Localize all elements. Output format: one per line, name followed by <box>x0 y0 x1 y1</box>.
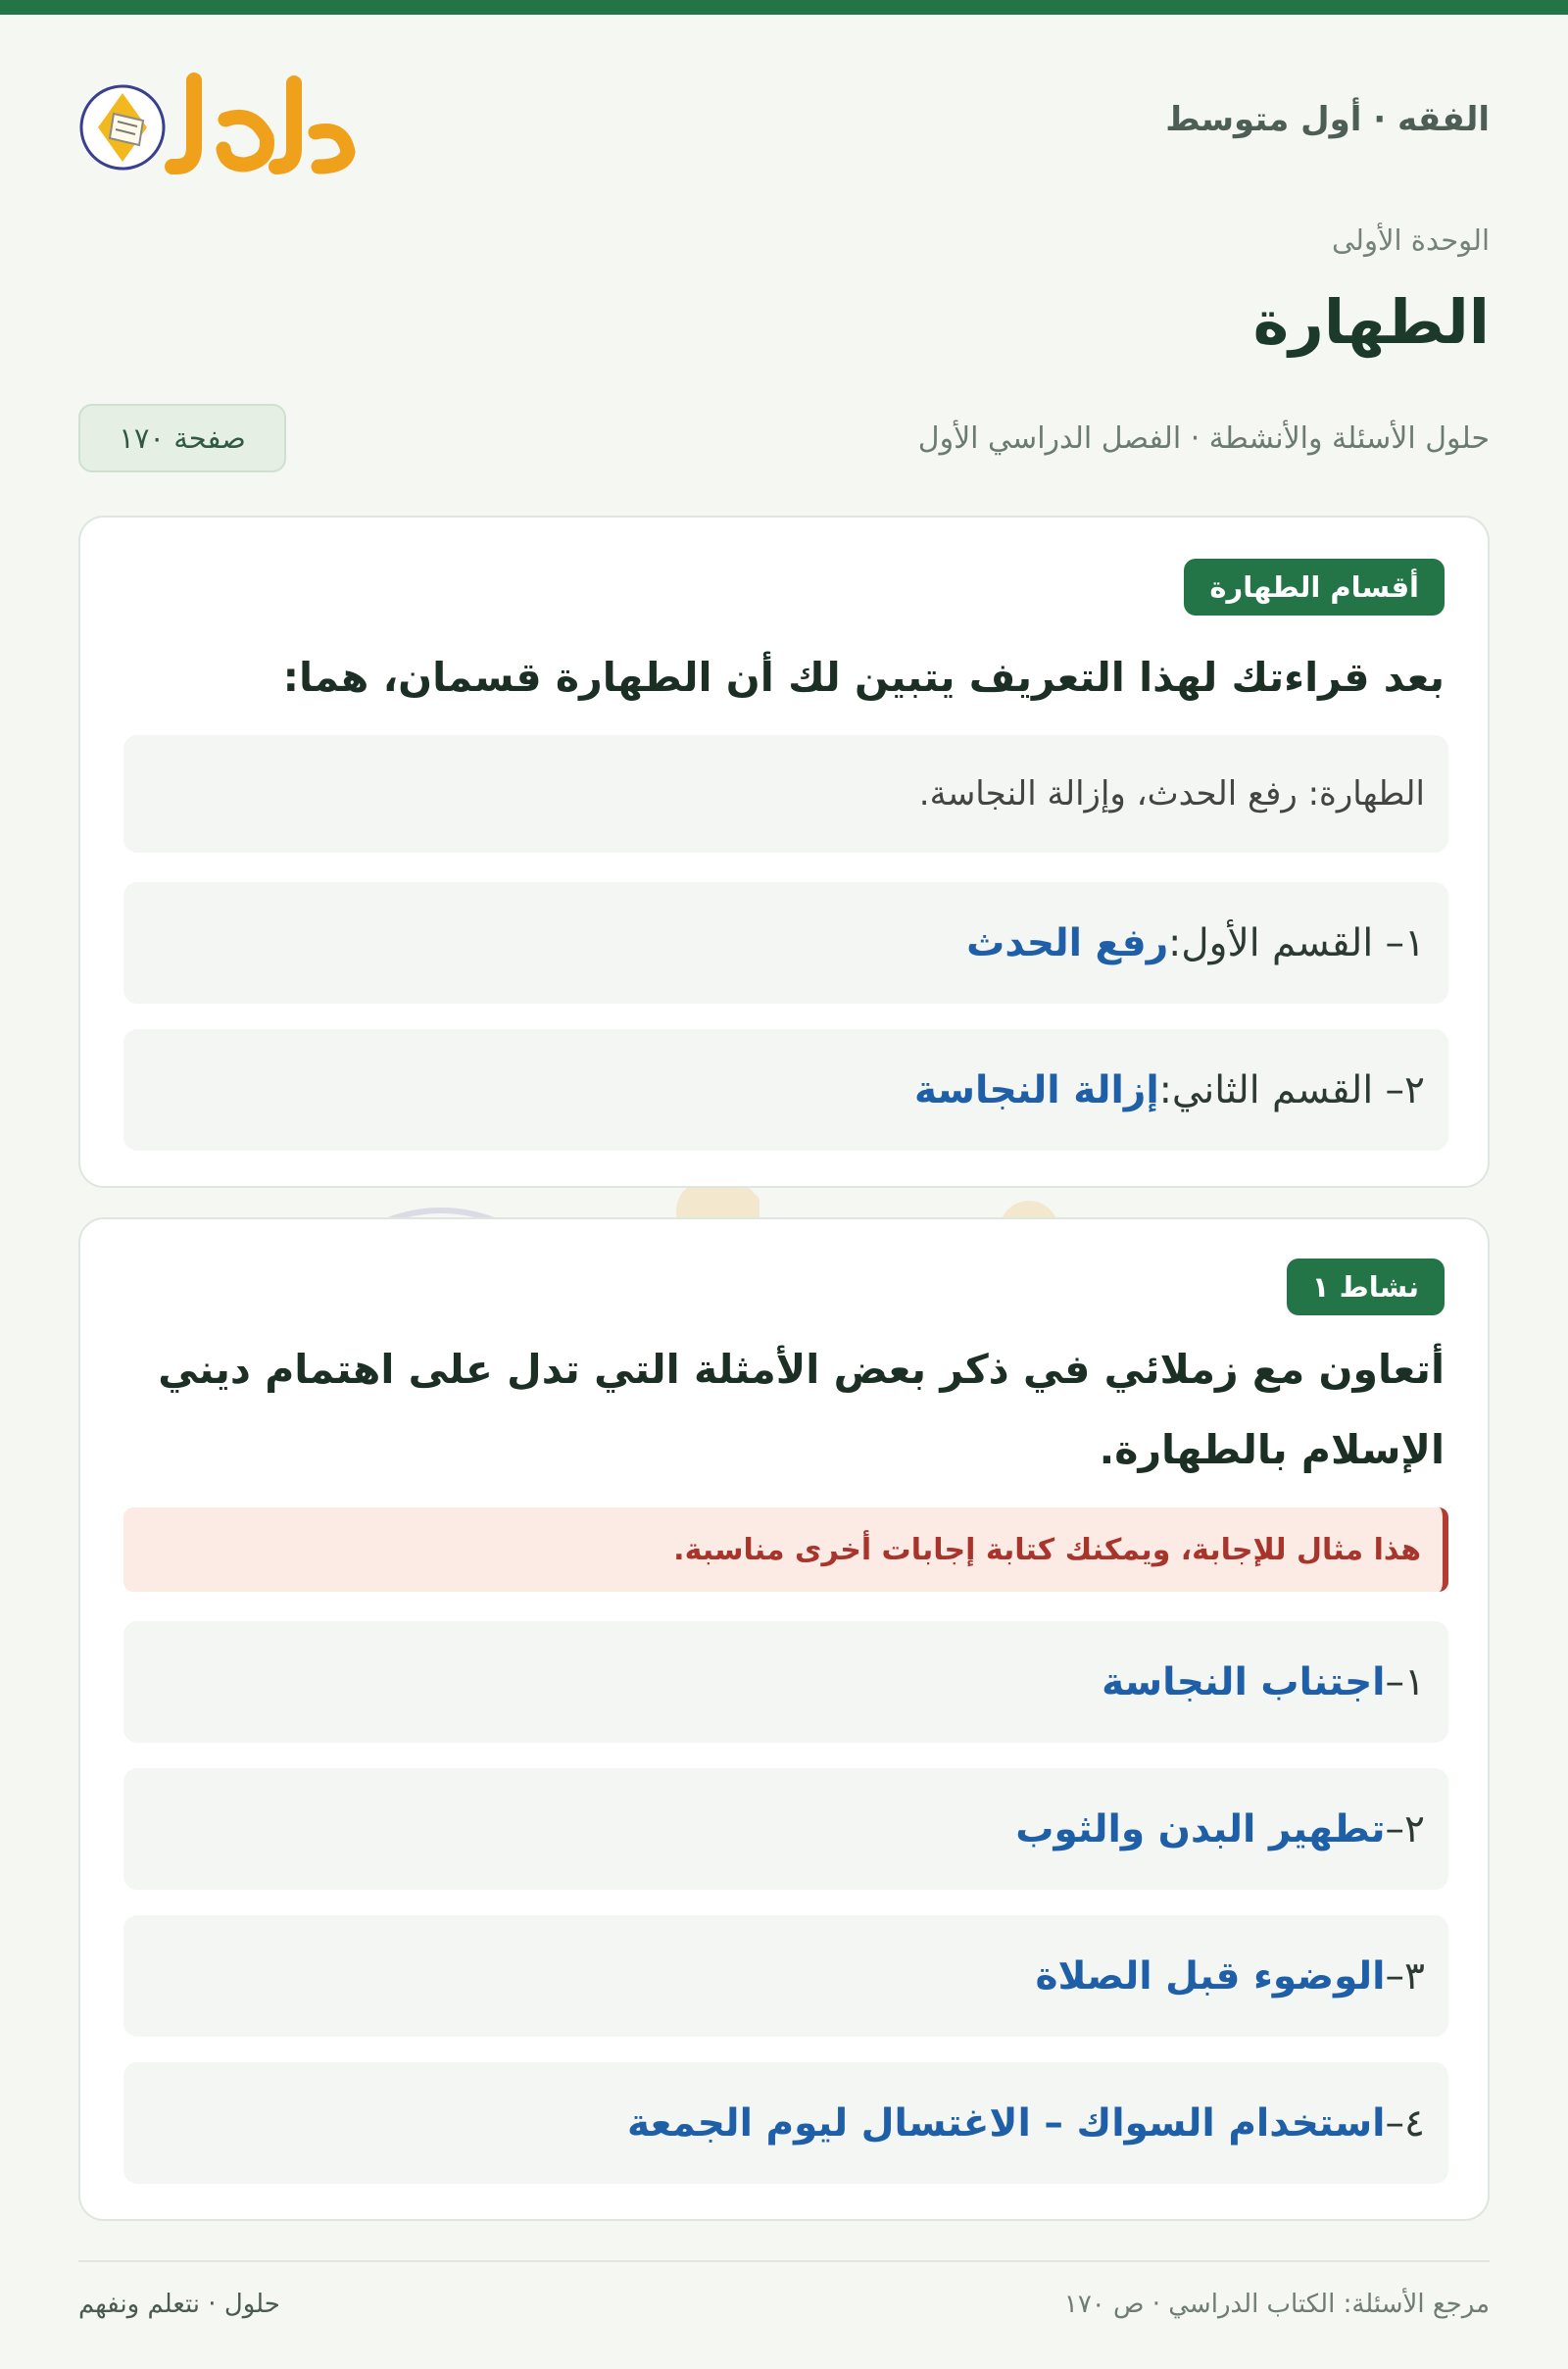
section-activity-1 <box>78 1217 1490 2221</box>
item-prefix: ٢– <box>1385 1806 1425 1851</box>
page-subtitle: حلول الأسئلة والأنشطة · الفصل الدراسي الأول <box>917 421 1490 456</box>
item-prefix: ٤– <box>1385 2100 1425 2146</box>
item-prefix: ١– <box>1385 1659 1425 1704</box>
list-item <box>123 2062 1448 2184</box>
list-item <box>123 1768 1448 1890</box>
item-answer: رفع الحدث <box>966 920 1169 965</box>
section-question: بعد قراءتك لهذا التعريف يتبين لك أن الطهارة قسمان، هما: <box>282 654 1445 701</box>
item-prefix: ٢– القسم الثاني: <box>1158 1067 1425 1112</box>
section-tag: أقسام الطهارة <box>1184 559 1445 616</box>
item-answer: استخدام السواك – الاغتسال ليوم الجمعة <box>627 2100 1386 2146</box>
section-tag: نشاط ١ <box>1287 1259 1445 1315</box>
section-question-line-2: الإسلام بالطهارة. <box>1099 1426 1445 1473</box>
list-item <box>123 1621 1448 1743</box>
item-prefix: ٣– <box>1385 1953 1425 1999</box>
item-answer: إزالة النجاسة <box>913 1067 1159 1112</box>
item-answer: تطهير البدن والثوب <box>1015 1806 1386 1851</box>
page-number-badge: صفحة ١٧٠ <box>78 404 286 472</box>
list-item <box>123 882 1448 1004</box>
hulul-logo <box>78 59 363 186</box>
page-title: الطهارة <box>1252 286 1490 358</box>
list-item <box>123 1029 1448 1151</box>
item-prefix: ١– القسم الأول: <box>1168 920 1425 965</box>
unit-label: الوحدة الأولى <box>1331 223 1490 257</box>
top-accent-bar <box>0 0 1568 15</box>
section-question-line-1: أتعاون مع زملائي في ذكر بعض الأمثلة التي تدل على اهتمام ديني <box>158 1346 1445 1393</box>
footer-divider <box>78 2260 1490 2262</box>
answer-note: هذا مثال للإجابة، ويمكنك كتابة إجابات أخرى مناسبة. <box>123 1507 1448 1592</box>
footer-reference: مرجع الأسئلة: الكتاب الدراسي · ص ١٧٠ <box>1063 2290 1490 2319</box>
section-purification-types <box>78 516 1490 1188</box>
subject-grade-label: الفقه · أول متوسط <box>1165 100 1490 139</box>
definition-box: الطهارة: رفع الحدث، وإزالة النجاسة. <box>123 735 1448 853</box>
item-answer: اجتناب النجاسة <box>1102 1659 1386 1704</box>
page-header <box>78 59 1490 186</box>
list-item <box>123 1915 1448 2037</box>
item-answer: الوضوء قبل الصلاة <box>1035 1953 1386 1999</box>
footer-brand: حلول · نتعلم ونفهم <box>78 2290 280 2319</box>
